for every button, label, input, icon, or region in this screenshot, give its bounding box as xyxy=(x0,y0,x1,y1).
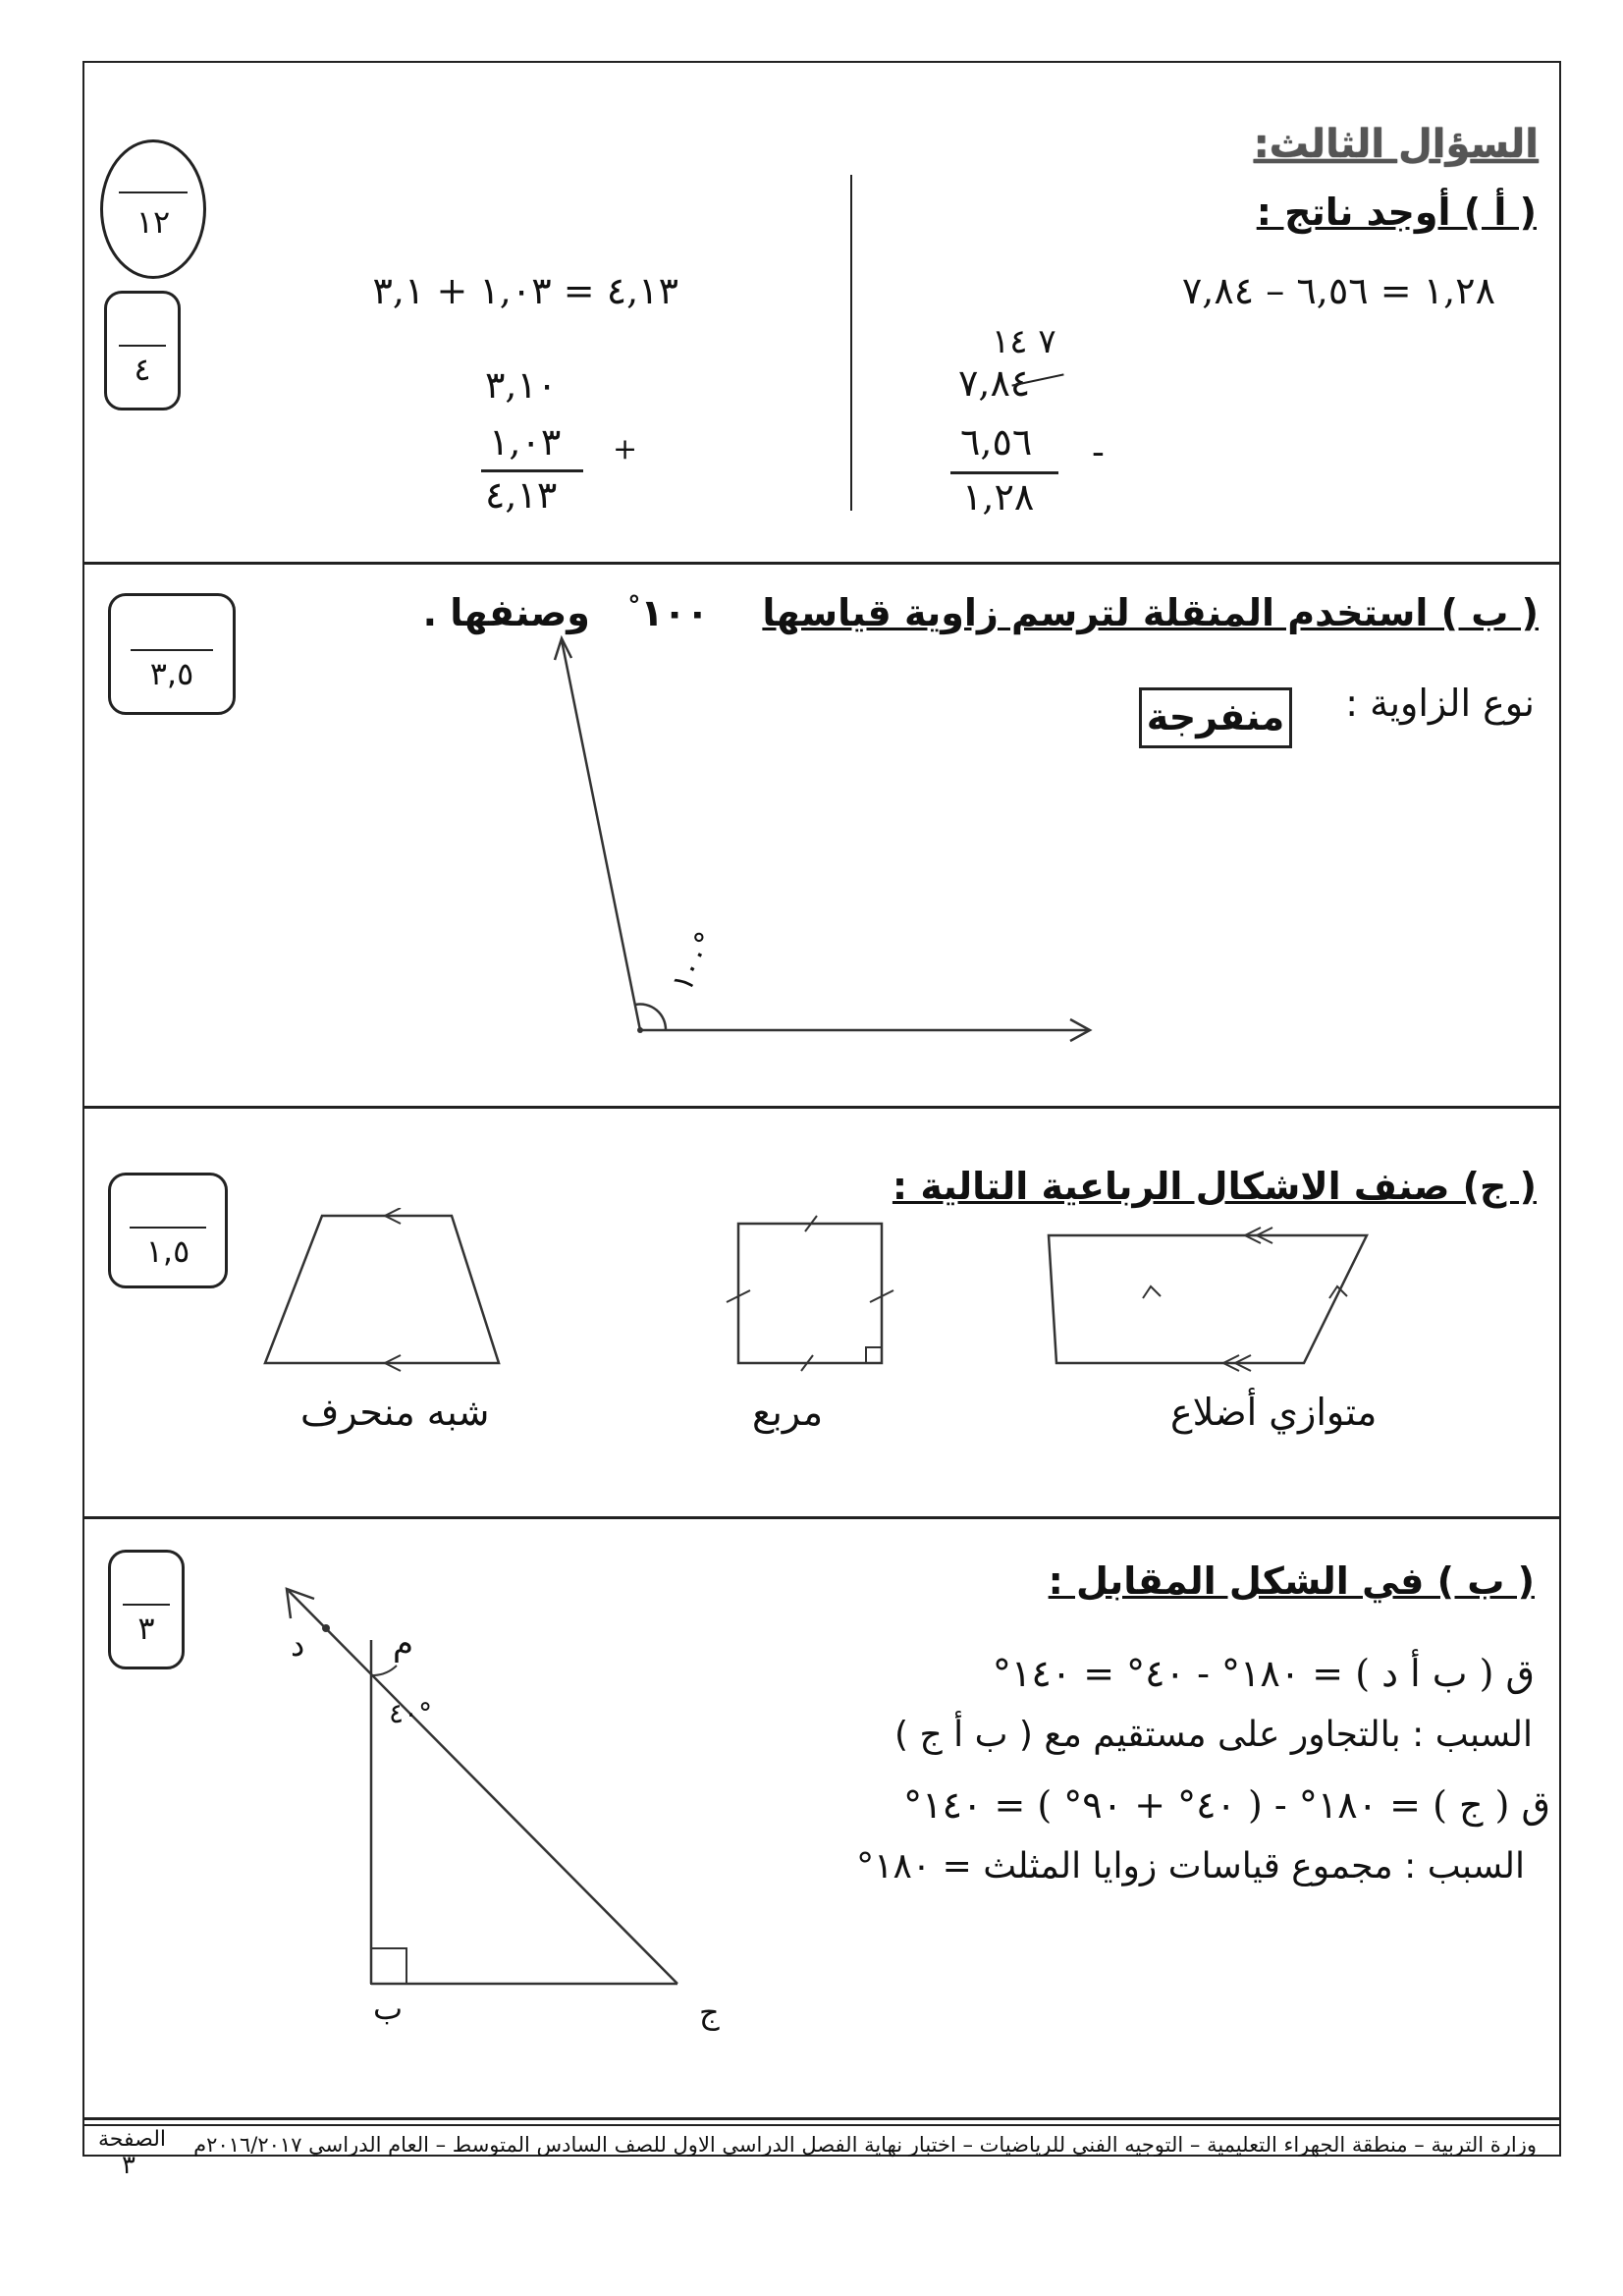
subtraction-bottom: ٦,٥٦ xyxy=(960,420,1033,464)
parallel-mark xyxy=(1143,1286,1161,1298)
solution-line-4: السبب : مجموع قياسات زوايا المثلث = ١٨٠° xyxy=(856,1846,1525,1886)
addition-bottom: ١,٠٣ xyxy=(489,420,562,464)
total-score-oval xyxy=(100,139,206,279)
footer-divider xyxy=(82,2117,1559,2120)
plus-sign: + xyxy=(613,432,638,466)
triangle-hypotenuse-extended xyxy=(289,1591,677,1984)
footer-text: وزارة التربية – منطقة الجهراء التعليمية – التوجيه الفني للرياضيات – اختبار نهاية الفصل الدراسي الاول للصف السادس المتوسط – العام الدراسي ٢٠١٦/٢٠١٧م xyxy=(193,2133,1537,2157)
right-triangle-figure xyxy=(275,1561,746,1994)
square-label: مربع xyxy=(752,1391,824,1434)
column-divider xyxy=(850,175,852,511)
part-b1-score: ٣,٥ xyxy=(149,655,194,692)
point-d xyxy=(322,1624,330,1632)
parallelogram-shape xyxy=(1049,1235,1367,1363)
label-m: م xyxy=(393,1624,414,1664)
parallelogram-label: متوازي أضلاع xyxy=(1170,1391,1378,1434)
trapezoid-shape xyxy=(265,1216,499,1363)
angle-arc xyxy=(371,1666,397,1675)
section-divider xyxy=(82,1516,1559,1519)
square-shape xyxy=(738,1224,882,1363)
angle-value: ١٠٠ xyxy=(640,591,709,634)
question-title: السؤال الثالث: xyxy=(1253,122,1539,167)
addition-top: ٣,١٠ xyxy=(485,363,558,407)
label-j: ج xyxy=(699,1994,720,2031)
subtraction-top: ٧,٨٤ xyxy=(958,361,1031,405)
part-b1-heading: ( ب ) استخدم المنقلة لترسم زاوية قياسها xyxy=(762,591,1539,634)
drawn-angle-label: ١٠٠° xyxy=(665,926,725,998)
section-divider xyxy=(82,1106,1559,1109)
part-c-score: ١,٥ xyxy=(145,1232,190,1270)
part-a-score: ٤ xyxy=(134,351,151,388)
solution-line-1: ق ( ب أ د ) = ١٨٠° - ٤٠° = ١٤٠° xyxy=(992,1652,1535,1695)
minus-sign: - xyxy=(1092,430,1105,473)
part-c-score-box xyxy=(108,1173,228,1288)
quadrilaterals xyxy=(255,1208,1473,1385)
borrow-digits: ٧ ١٤ xyxy=(992,322,1056,361)
subtraction-expression: ١,٢٨ = ٦,٥٦ – ٧,٨٤ xyxy=(1181,269,1495,312)
subtraction-result: ١,٢٨ xyxy=(962,475,1035,519)
right-angle-mark xyxy=(866,1347,882,1363)
part-b1-score-box xyxy=(108,593,236,715)
right-angle-mark xyxy=(371,1948,406,1984)
angle-type-label: نوع الزاوية : xyxy=(1345,682,1535,725)
addition-result: ٤,١٣ xyxy=(485,473,558,517)
addition-expression: ٤,١٣ = ١,٠٣ + ٣,١ xyxy=(372,269,678,312)
angle-ray-slanted xyxy=(562,640,640,1030)
degree-sign: ° xyxy=(627,591,641,621)
solution-line-3: ق ( ج ) = ١٨٠° - ( ٤٠° + ٩٠° ) = ١٤٠° xyxy=(903,1783,1550,1827)
part-b2-heading: ( ب ) في الشكل المقابل : xyxy=(1048,1559,1535,1603)
page-number: ٣ xyxy=(122,2151,135,2180)
part-b2-score: ٣ xyxy=(137,1610,155,1647)
angle-40-label: ٤٠° xyxy=(389,1697,433,1729)
angle-type-answer: منفرجة xyxy=(1139,687,1292,748)
part-b2-score-box xyxy=(108,1550,185,1669)
solution-line-2: السبب : بالتجاور على مستقيم مع ( ب أ ج ) xyxy=(893,1715,1533,1755)
subtraction-rule xyxy=(950,471,1058,474)
part-a-score-box xyxy=(104,291,181,410)
label-b: ب xyxy=(373,1990,404,2027)
trapezoid-label: شبه منحرف xyxy=(300,1391,490,1434)
addition-rule xyxy=(481,469,583,472)
label-d: د xyxy=(291,1626,305,1664)
section-divider xyxy=(82,562,1559,565)
vertex-point xyxy=(637,1027,643,1033)
footer-divider xyxy=(82,2124,1559,2126)
part-c-heading: ( ج) صنف الاشكال الرباعية التالية : xyxy=(892,1165,1537,1208)
page-label: الصفحة xyxy=(98,2127,167,2152)
part-b1-heading-end: وصنفها . xyxy=(422,591,590,634)
total-score: ١٢ xyxy=(135,203,171,241)
drawn-angle xyxy=(511,629,1119,1100)
part-a-heading: ( أ ) أوجد ناتج : xyxy=(1256,191,1537,234)
